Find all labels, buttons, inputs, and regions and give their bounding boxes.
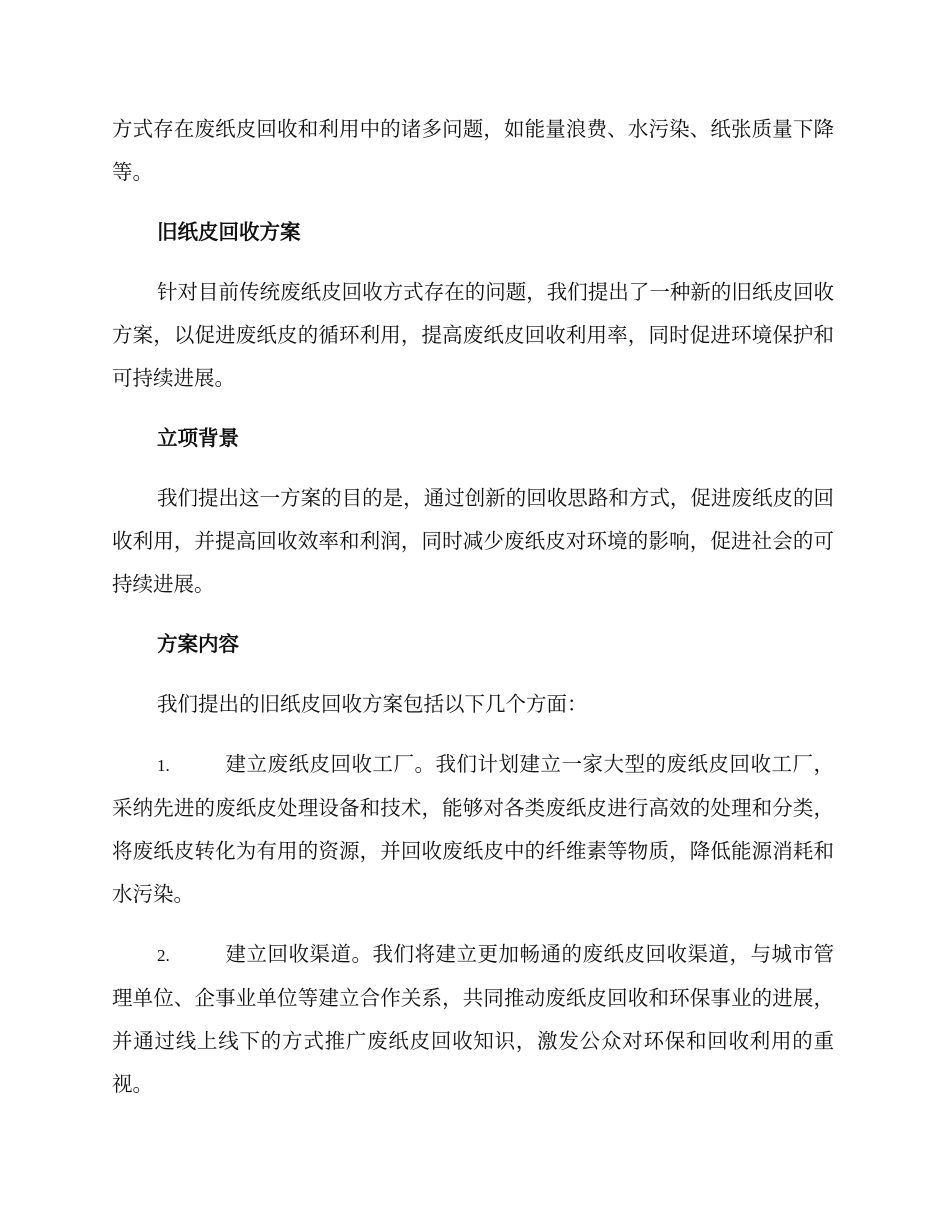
plan-section-heading: 旧纸皮回收方案 <box>157 220 301 244</box>
list-item-text: 建立回收渠道。我们将建立更加畅通的废纸皮回收渠道，与城市管理单位、企事业单位等建立合作关系，共同推动废纸皮回收和环保事业的进展，并通过线上线下的方式推广废纸皮回收知识，激发公众对环保和回收利用的重视。 <box>112 942 834 1096</box>
background-section-heading: 立项背景 <box>157 426 239 450</box>
list-item <box>112 743 834 916</box>
content-section-heading: 方案内容 <box>157 632 239 656</box>
list-item-text: 建立废纸皮回收工厂。我们计划建立一家大型的废纸皮回收工厂，采纳先进的废纸皮处理设备和技术，能够对各类废纸皮进行高效的处理和分类，将废纸皮转化为有用的资源，并回收废纸皮中的纤维素等物质，降低能源消耗和水污染。 <box>112 752 834 906</box>
list-item-number: 2. <box>157 946 170 965</box>
document-page <box>112 108 834 1106</box>
background-section-paragraph: 我们提出这一方案的目的是，通过创新的回收思路和方式，促进废纸皮的回收利用，并提高回收效率和利润，同时减少废纸皮对环境的影响，促进社会的可持续进展。 <box>112 486 834 596</box>
plan-section-paragraph: 针对目前传统废纸皮回收方式存在的问题，我们提出了一种新的旧纸皮回收方案，以促进废纸皮的循环利用，提高废纸皮回收利用率，同时促进环境保护和可持续进展。 <box>112 280 834 390</box>
list-item <box>112 933 834 1106</box>
list-item-number: 1. <box>157 756 170 775</box>
intro-continuation-paragraph: 方式存在废纸皮回收和利用中的诸多问题，如能量浪费、水污染、纸张质量下降等。 <box>112 117 834 184</box>
content-intro-paragraph: 我们提出的旧纸皮回收方案包括以下几个方面： <box>157 692 588 716</box>
